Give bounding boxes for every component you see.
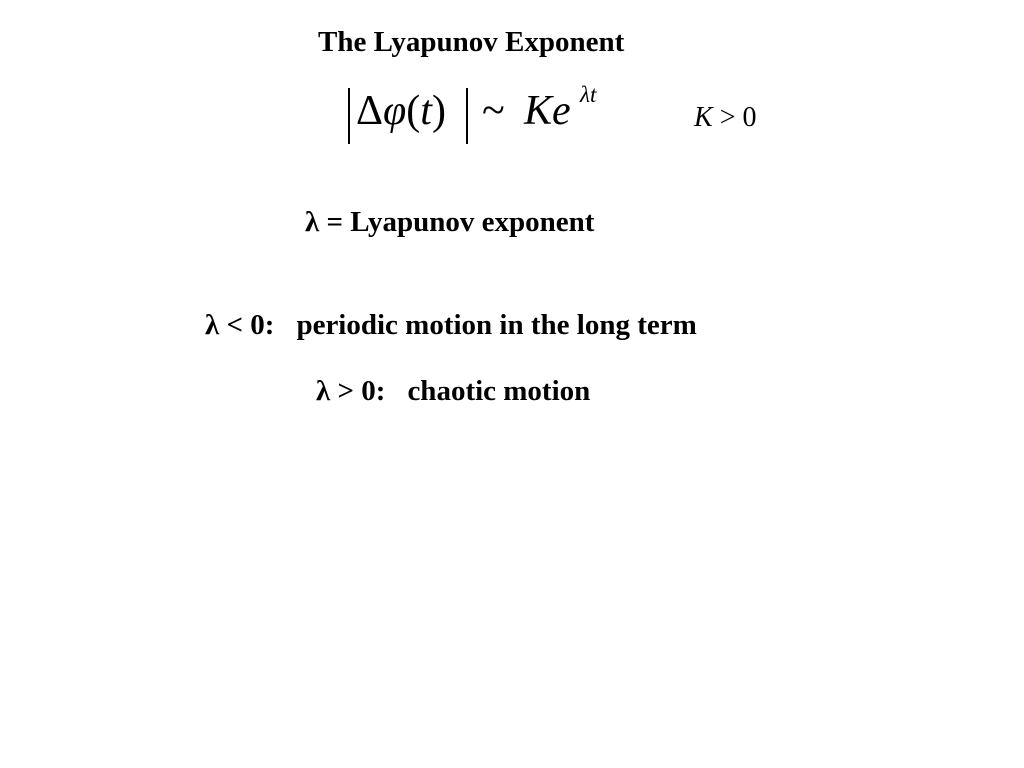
case-negative-condition: λ < 0: <box>205 309 275 341</box>
equation-exponent: λt <box>580 82 597 107</box>
k-condition <box>694 102 756 134</box>
equation-delta: Δ <box>356 88 384 134</box>
equation-t: t <box>420 88 432 134</box>
slide-title: The Lyapunov Exponent <box>318 26 625 58</box>
equation-rhs: Ke <box>524 88 571 134</box>
equation-lhs <box>356 86 446 136</box>
k-condition-rest: > 0 <box>712 102 757 133</box>
case-positive-condition: λ > 0: <box>316 375 386 407</box>
abs-bar-left <box>348 88 350 144</box>
equation-open-paren: ( <box>406 88 421 134</box>
case-negative <box>205 309 697 342</box>
equation-close-paren: ) <box>431 88 446 134</box>
abs-bar-right <box>466 88 468 144</box>
case-positive-description: chaotic motion <box>407 375 591 407</box>
lambda-definition: λ = Lyapunov exponent <box>305 206 595 238</box>
equation-tilde: ~ <box>482 88 505 134</box>
equation-phi: φ <box>383 88 407 134</box>
case-positive <box>316 375 590 408</box>
case-negative-description: periodic motion in the long term <box>296 309 697 341</box>
k-symbol: K <box>694 102 713 133</box>
